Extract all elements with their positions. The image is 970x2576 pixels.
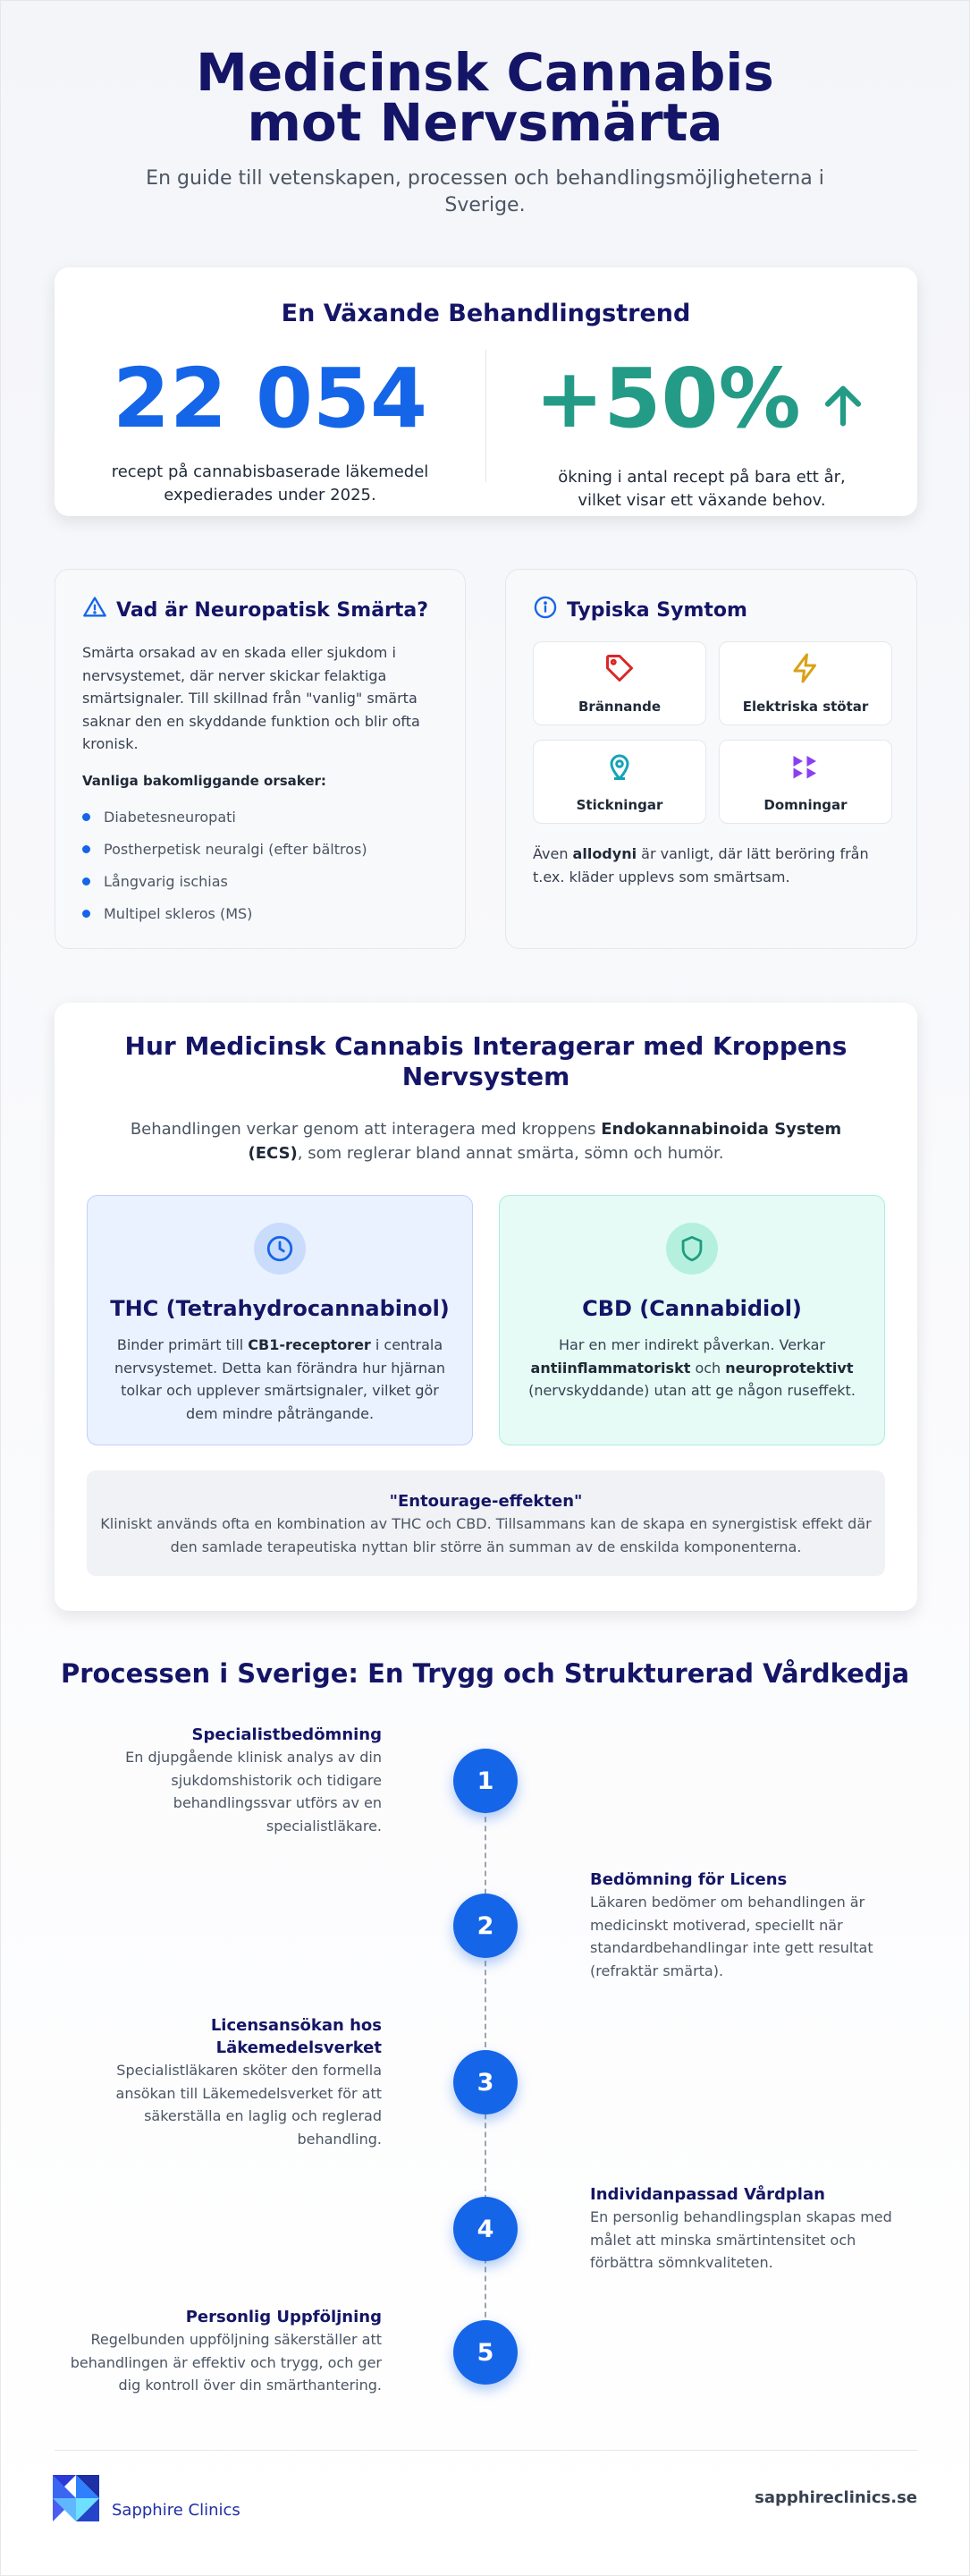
warning-icon	[82, 595, 107, 625]
ecs-title: Hur Medicinsk Cannabis Interagerar med Kroppens Nervsystem	[124, 1031, 848, 1091]
symptoms-heading	[533, 595, 747, 625]
causes-list	[82, 801, 367, 929]
trend-card	[55, 267, 917, 516]
cbd-text: Har en mer indirekt påverkan. Verkar antiinflammatoriskt och neuroprotektivt (nervskyddande) utan att ge någon ruseffekt.	[528, 1336, 856, 1399]
shield-icon	[666, 1223, 718, 1275]
page-title: Medicinsk Cannabis mot Nervsmärta	[196, 42, 774, 153]
step-number-circle: 1	[453, 1749, 518, 1813]
bullet-dot	[82, 910, 90, 918]
step-text: En djupgående klinisk analys av din sjukdomshistorik och tidigare behandlingssvar utförs av en specialistläkare.	[125, 1749, 382, 1835]
process-step-3	[60, 2014, 382, 2150]
thc-text: Binder primärt till CB1-receptorer i centrala nervsystemet. Detta kan förändra hur hjärnan tolkar och upplever smärtsignaler, vilket gör dem mindre påträngande.	[114, 1336, 446, 1422]
bullet-dot	[82, 845, 90, 853]
clock-icon	[254, 1223, 306, 1275]
process-step-1	[60, 1724, 382, 1837]
step-number-circle: 3	[453, 2050, 518, 2114]
neuropathic-intro: Smärta orsakad av en skada eller sjukdom i nervsystemet, där nerver skickar felaktiga smärtsignaler. Till skillnad från "vanlig" smärta saknar den en skyddande funktion och blir ofta kronisk.	[82, 644, 420, 752]
prescriptions-desc: recept på cannabisbaserade läkemedel expedierades under 2025.	[111, 462, 429, 504]
growth-desc: ökning i antal recept på bara ett år, vilket visar ett växande behov.	[558, 467, 846, 510]
symptom-numbness	[719, 740, 892, 824]
symptom-label: Elektriska stötar	[742, 699, 869, 715]
process-step-4	[590, 2183, 912, 2275]
prescriptions-stat	[55, 350, 485, 507]
lightning-icon	[789, 652, 822, 688]
tag-icon	[603, 652, 636, 688]
fast-forward-icon	[789, 750, 822, 786]
process-step-5	[60, 2306, 382, 2397]
info-icon	[533, 595, 558, 625]
neuropathic-heading	[82, 595, 428, 625]
step-title: Licensansökan hos Läkemedelsverket	[210, 2016, 382, 2057]
list-item: Långvarig ischias	[82, 865, 367, 897]
entourage-title: "Entourage-effekten"	[389, 1492, 583, 1511]
cbd-title: CBD (Cannabidiol)	[582, 1296, 802, 1321]
symptoms-grid	[533, 641, 892, 824]
step-title: Bedömning för Licens	[590, 1870, 788, 1889]
page-subtitle: En guide till vetenskapen, processen och behandlingsmöjligheterna i Sverige.	[146, 167, 824, 216]
causes-title: Vanliga bakomliggande orsaker:	[82, 773, 326, 789]
neuropathic-title: Vad är Neuropatisk Smärta?	[116, 598, 429, 622]
brand-name: Sapphire Clinics	[112, 2500, 240, 2520]
header	[1, 42, 969, 219]
ecs-intro: Behandlingen verkar genom att interagera med kroppens Endokannabinoida System (ECS), som reglerar bland annat smärta, sömn och humör.	[130, 1120, 842, 1163]
bullet-dot	[82, 877, 90, 886]
step-number-circle: 5	[453, 2320, 518, 2385]
growth-value-row	[486, 350, 917, 453]
step-text: Läkaren bedömer om behandlingen är medicinskt motiverad, speciellt när standardbehandlingar inte gett resultat (refraktär smärta).	[590, 1894, 873, 1979]
entourage-text: Kliniskt används ofta en kombination av THC och CBD. Tillsammans kan de skapa en synergistisk effekt där den samlade terapeutiska nyttan blir större än summan av de enskilda komponenterna.	[100, 1515, 872, 1555]
entourage-box	[87, 1470, 885, 1576]
symptoms-card	[505, 569, 917, 949]
process-step-2	[590, 1868, 912, 1982]
website-link[interactable]: sapphireclinics.se	[755, 2488, 917, 2507]
allodynia-note: Även allodyni är vanligt, där lätt beröring från t.ex. kläder upplevs som smärtsam.	[533, 845, 869, 886]
step-text: Regelbunden uppföljning säkerställer att behandlingen är effektiv och trygg, och ger dig kontroll över din smärthantering.	[70, 2331, 382, 2394]
thc-title: THC (Tetrahydrocannabinol)	[110, 1296, 450, 1321]
symptom-burning	[533, 641, 706, 725]
sapphire-logo-icon	[53, 2475, 99, 2525]
list-item: Postherpetisk neuralgi (efter bältros)	[82, 833, 367, 865]
list-item: Diabetesneuropati	[82, 801, 367, 833]
step-title: Personlig Uppföljning	[185, 2308, 382, 2326]
arrow-up-icon	[817, 355, 869, 453]
symptom-label: Stickningar	[576, 797, 663, 813]
bullet-dot	[82, 813, 90, 821]
symptom-label: Brännande	[578, 699, 662, 715]
footer-divider	[55, 2450, 917, 2451]
symptom-electric	[719, 641, 892, 725]
step-text: En personlig behandlingsplan skapas med målet att minska smärtintensitet och förbättra sömnkvaliteten.	[590, 2208, 892, 2271]
symptom-label: Domningar	[763, 797, 848, 813]
step-title: Specialistbedömning	[191, 1725, 382, 1744]
step-number-circle: 4	[453, 2197, 518, 2261]
brand-logo	[53, 2475, 240, 2525]
cbd-box	[499, 1195, 885, 1445]
prescriptions-value: 22 054	[112, 351, 428, 446]
step-number-circle: 2	[453, 1894, 518, 1958]
thc-box	[87, 1195, 473, 1445]
ecs-card	[55, 1003, 917, 1611]
growth-stat	[486, 350, 917, 513]
step-title: Individanpassad Vårdplan	[590, 2185, 825, 2204]
step-text: Specialistläkaren sköter den formella ansökan till Läkemedelsverket för att säkerställa en laglig och reglerad behandling.	[115, 2062, 382, 2148]
trend-title: En Växande Behandlingstrend	[281, 300, 691, 327]
symptom-tingling	[533, 740, 706, 824]
neuropathic-card	[55, 569, 466, 949]
map-pin-icon	[603, 750, 636, 786]
growth-value: +50%	[535, 351, 801, 446]
process-title: Processen i Sverige: En Trygg och Strukturerad Vårdkedja	[60, 1658, 910, 1689]
list-item: Multipel skleros (MS)	[82, 897, 367, 929]
symptoms-title: Typiska Symtom	[567, 598, 747, 622]
